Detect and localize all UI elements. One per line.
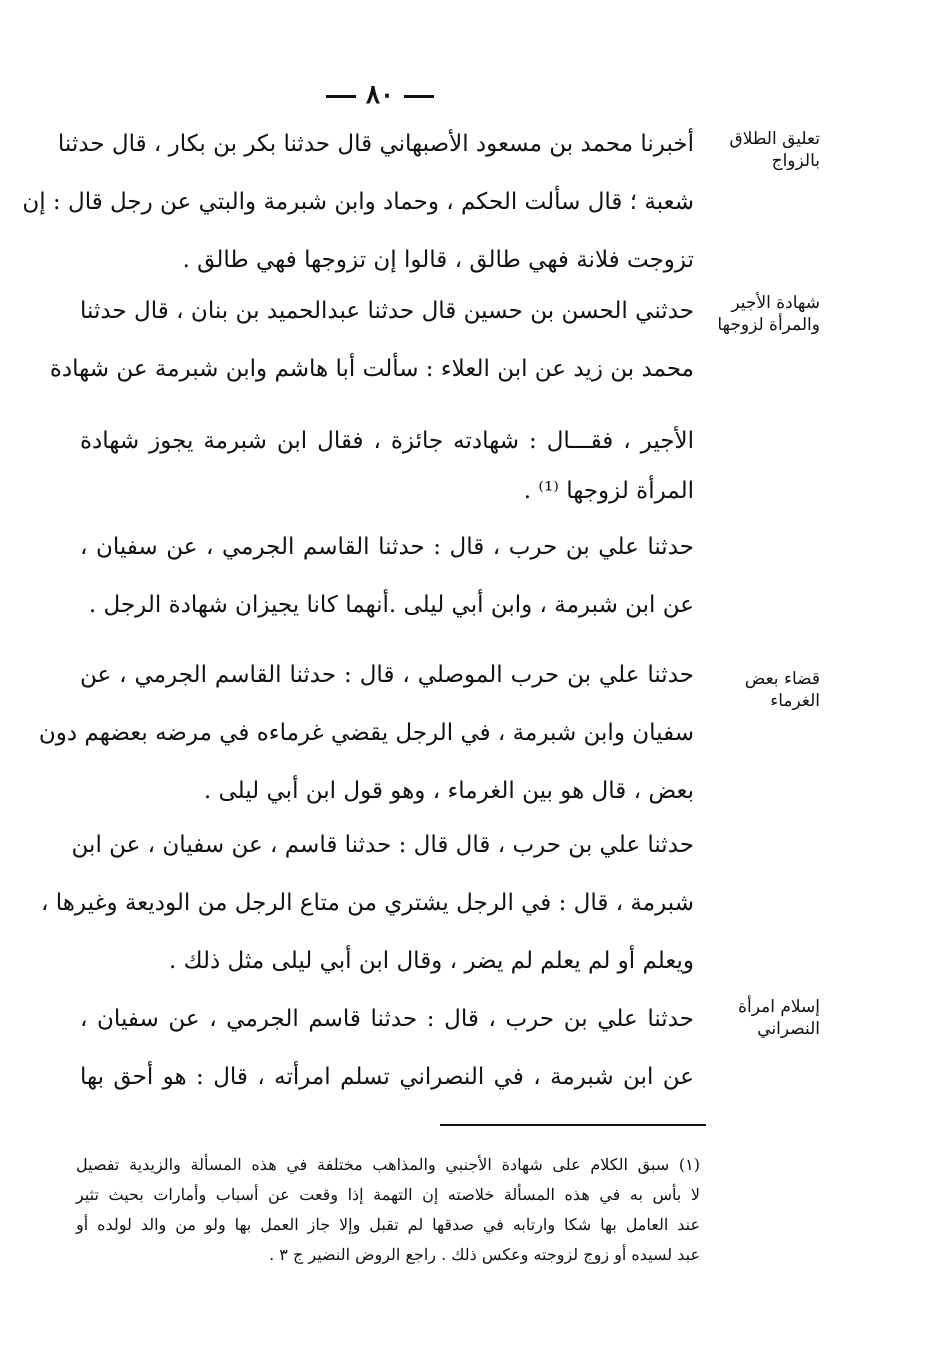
page-number-text: ٨٠ bbox=[366, 80, 394, 110]
footnote bbox=[76, 1150, 700, 1270]
text-line: أخبرنا محمد بن مسعود الأصبهاني قال حدثنا بكر بن بكار ، قال حدثنا bbox=[57, 131, 694, 157]
text-line: عن ابن شبرمة ، في النصراني تسلم امرأته ، قال : هو أحق بها bbox=[80, 1064, 694, 1090]
footnote-line: (١) سبق الكلام على شهادة الأجنبي والمذاهب مختلفة في هذه المسألة والزيدية تفصيل bbox=[76, 1155, 700, 1174]
text-line: حدثنا علي بن حرب الموصلي ، قال : حدثنا القاسم الجرمي ، عن bbox=[80, 662, 694, 688]
margin-note-testimony bbox=[700, 292, 820, 336]
text-line: المرأة لزوجها ⁽¹⁾ . bbox=[523, 478, 694, 504]
text-line: حدثنا علي بن حرب ، قال : حدثنا قاسم الجرمي ، عن سفيان ، bbox=[80, 1006, 694, 1032]
text-line: ويعلم أو لم يعلم لم يضر ، وقال ابن أبي ليلى مثل ذلك . bbox=[168, 948, 694, 974]
text-line: شعبة ؛ قال سألت الحكم ، وحماد وابن شبرمة والبتي عن رجل قال : إن bbox=[22, 189, 694, 215]
text-line: حدثنا علي بن حرب ، قال قال : حدثنا قاسم ، عن سفيان ، عن ابن bbox=[71, 832, 694, 858]
margin-note-conversion bbox=[700, 996, 820, 1040]
text-line: محمد بن زيد عن ابن العلاء : سألت أبا هاشم وابن شبرمة عن شهادة bbox=[49, 356, 694, 382]
footnote-line: عبد لسيده أو زوج لزوجته وعكس ذلك . راجع الروض النضير ج ٣ . bbox=[269, 1245, 700, 1264]
paragraph-deposit bbox=[41, 816, 694, 990]
page-number-dash-left bbox=[326, 95, 356, 98]
margin-note-line: الغرماء bbox=[770, 691, 820, 711]
footnote-line: لا بأس به في هذه المسألة خلاصته إن التهمة إذا وقعت عن أسباب وأمارات بحيث تثير bbox=[76, 1185, 700, 1204]
text-line: الأجير ، فقـــال : شهادته جائزة ، فقال ابن شبرمة يجوز شهادة bbox=[80, 428, 694, 454]
text-line: حدثني الحسن بن حسين قال حدثنا عبدالحميد بن بنان ، قال حدثنا bbox=[80, 298, 694, 324]
text-line: تزوجت فلانة فهي طالق ، قالوا إن تزوجها فهي طالق . bbox=[182, 247, 694, 273]
margin-note-line: والمرأة لزوجها bbox=[717, 315, 820, 335]
margin-note-line: قضاء بعض bbox=[744, 669, 820, 689]
page-number-dash-right bbox=[404, 95, 434, 98]
margin-note-line: تعليق الطلاق bbox=[729, 129, 820, 149]
paragraph-testimony-man bbox=[80, 518, 694, 634]
footnote-line: عند العامل بها شكا وارتابه في صدقها لم تقبل وإلا جاز العمل بها ولو من والد لولده أو bbox=[76, 1215, 700, 1234]
text-line: حدثنا علي بن حرب ، قال : حدثنا القاسم الجرمي ، عن سفيان ، bbox=[80, 534, 694, 560]
page-number bbox=[0, 80, 760, 110]
paragraph-divorce bbox=[22, 115, 694, 289]
margin-note-line: إسلام امرأة bbox=[738, 997, 820, 1017]
text-line: بعض ، قال هو بين الغرماء ، وهو قول ابن أبي ليلى . bbox=[203, 778, 694, 804]
paragraph-conversion bbox=[80, 990, 694, 1106]
margin-note-divorce bbox=[700, 128, 820, 172]
text-line: عن ابن شبرمة ، وابن أبي ليلى .أنهما كانا يجيزان شهادة الرجل . bbox=[88, 592, 694, 618]
paragraph-testimony bbox=[49, 282, 694, 520]
footnote-divider bbox=[440, 1124, 706, 1126]
margin-note-line: النصراني bbox=[757, 1019, 820, 1039]
text-line: سفيان وابن شبرمة ، في الرجل يقضي غرماءه في مرضه بعضهم دون bbox=[38, 720, 694, 746]
text-line: شبرمة ، قال : في الرجل يشتري من متاع الرجل من الوديعة وغيرها ، bbox=[41, 890, 694, 916]
margin-note-line: بالزواج bbox=[771, 151, 820, 171]
margin-note-creditors bbox=[700, 668, 820, 712]
margin-note-line: شهادة الأجير bbox=[731, 293, 820, 313]
paragraph-creditors bbox=[38, 646, 694, 820]
